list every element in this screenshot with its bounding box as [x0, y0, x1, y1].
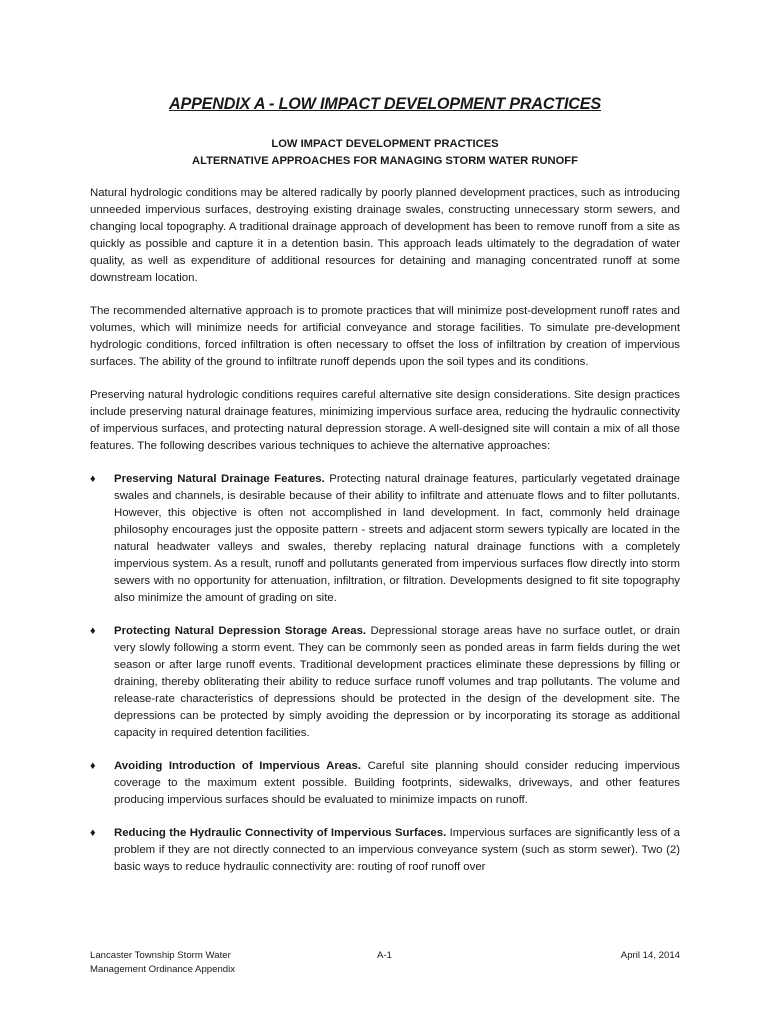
- footer-left-line-1: Lancaster Township Storm Water: [90, 950, 231, 961]
- paragraph-3: Preserving natural hydrologic conditions requires careful alternative site design considerations. Site design practices include preserving natural drainage features, minimizing impervious surface area, reducing the hydraulic connectivity of impervious surfaces, and protecting natural depression storage. A well-designed site will contain a mix of all those features. The following describes various techniques to achieve the alternative approaches:: [90, 389, 680, 452]
- list-item-heading: Reducing the Hydraulic Connectivity of Impervious Surfaces.: [114, 827, 447, 839]
- list-item-body: [114, 471, 680, 607]
- list-item-body: [114, 825, 680, 876]
- subtitle-line-1: LOW IMPACT DEVELOPMENT PRACTICES: [271, 138, 499, 150]
- diamond-bullet-icon: ♦: [90, 760, 96, 772]
- bullet-list: [90, 471, 680, 876]
- list-item-body: [114, 758, 680, 809]
- list-item-heading: Preserving Natural Drainage Features.: [114, 473, 325, 485]
- subtitle-block: [90, 136, 680, 170]
- diamond-bullet-icon: ♦: [90, 625, 96, 637]
- footer-document-name: [90, 949, 290, 977]
- footer-date: April 14, 2014: [620, 950, 680, 961]
- list-item-text: Depressional storage areas have no surface outlet, or drain very slowly following a storm event. They can be commonly seen as ponded areas in farm fields during the wet season or after large runoff events. Traditional development practices eliminate these depressions by filling or draining, thereby obliterating their ability to reduce surface runoff volumes and trap pollutants. The volume and release-rate characteristics of depressions should be protected in the design of the development site. The depressions can be protected by simply avoiding the depression or by incorporating its storage as additional capacity in required detention facilities.: [114, 625, 680, 739]
- list-item-heading: Protecting Natural Depression Storage Areas.: [114, 625, 367, 637]
- list-item: [90, 825, 680, 876]
- list-item-body: [114, 623, 680, 742]
- page-title: APPENDIX A - LOW IMPACT DEVELOPMENT PRACTICES: [169, 95, 601, 113]
- paragraph-1: Natural hydrologic conditions may be altered radically by poorly planned development practices, such as introducing unneeded impervious surfaces, destroying existing drainage swales, constructing unnecessary storm sewers, and changing local topography. A traditional drainage approach of development has been to remove runoff from a site as quickly as possible and capture it in a detention basin. This approach leads ultimately to the degradation of water quality, as well as expenditure of additional resources for detaining and managing concentrated runoff at some downstream location.: [90, 187, 680, 284]
- footer-left-line-2: Management Ordinance Appendix: [90, 964, 236, 975]
- paragraph-2: The recommended alternative approach is to promote practices that will minimize post-development runoff rates and volumes, which will minimize needs for artificial conveyance and storage facilities. To simulate pre-development hydrologic conditions, forced infiltration is often necessary to offset the loss of infiltration by creation of impervious surfaces. The ability of the ground to infiltrate runoff depends upon the soil types and its conditions.: [90, 305, 680, 368]
- document-page: [90, 95, 680, 892]
- subtitle-line-2: ALTERNATIVE APPROACHES FOR MANAGING STORM WATER RUNOFF: [192, 155, 578, 167]
- diamond-bullet-icon: ♦: [90, 827, 96, 839]
- diamond-bullet-icon: ♦: [90, 473, 96, 485]
- list-item: [90, 623, 680, 742]
- list-item-text: Careful site planning should consider reducing impervious coverage to the maximum extent possible. Building footprints, sidewalks, driveways, and other features producing impervious surfaces should be evaluated to minimize impacts on runoff.: [114, 760, 680, 806]
- list-item: [90, 758, 680, 809]
- list-item-heading: Avoiding Introduction of Impervious Areas.: [114, 760, 361, 772]
- footer-page-number: A-1: [377, 950, 392, 961]
- list-item: [90, 471, 680, 607]
- list-item-text: Impervious surfaces are significantly less of a problem if they are not directly connected to an impervious conveyance system (such as storm sewer). Two (2) basic ways to reduce hydraulic connectivity are: routing of roof runoff over: [114, 827, 680, 873]
- list-item-text: Protecting natural drainage features, particularly vegetated drainage swales and channels, is desirable because of their ability to infiltrate and attenuate flows and to filter pollutants. However, this objective is often not accomplished in land development. In fact, commonly held drainage philosophy encourages just the opposite pattern - streets and adjacent storm sewers typically are located in the natural headwater valleys and swales, thereby replacing natural drainage functions with a completely impervious system. As a result, runoff and pollutants generated from impervious surfaces flow directly into storm sewers with no opportunity for attenuation, infiltration, or filtration. Developments designed to fit site topography also minimize the amount of grading on site.: [114, 473, 680, 604]
